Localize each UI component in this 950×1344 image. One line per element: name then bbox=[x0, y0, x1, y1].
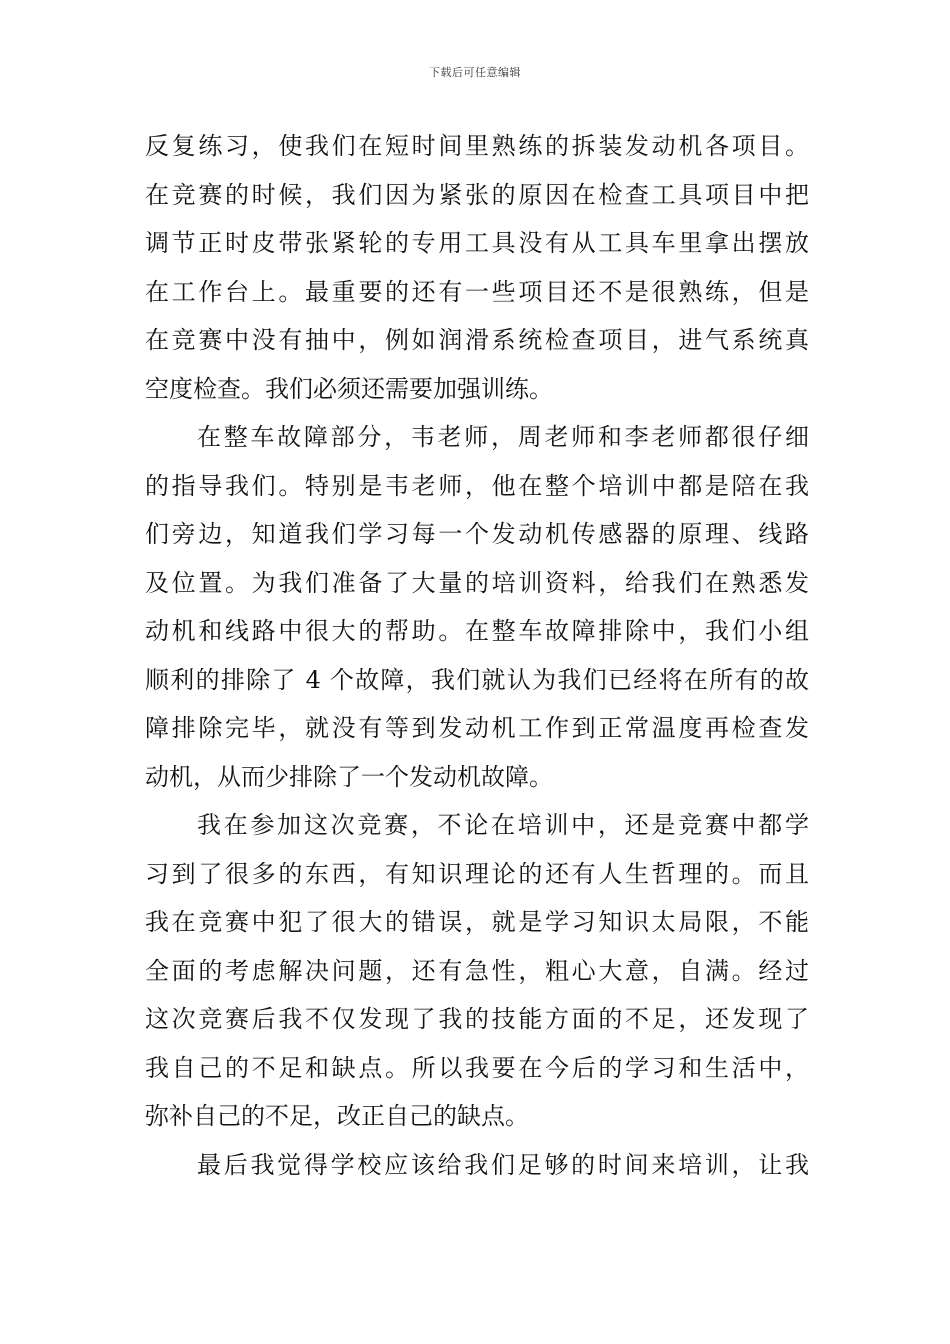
text-line: 我在竞赛中犯了很大的错误，就是学习知识太局限，不能 bbox=[145, 908, 809, 936]
text-line: 在竞赛的时候，我们因为紧张的原因在检查工具项目中把 bbox=[145, 180, 809, 209]
paragraph-1 bbox=[145, 122, 809, 413]
text-line: 及位置。为我们准备了大量的培训资料，给我们在熟悉发 bbox=[145, 568, 809, 597]
text-line: 我自己的不足和缺点。所以我要在今后的学习和生活中， bbox=[145, 1053, 809, 1082]
text-line: 调节正时皮带张紧轮的专用工具没有从工具车里拿出摆放 bbox=[145, 229, 809, 257]
text-line: 习到了很多的东西，有知识理论的还有人生哲理的。而且 bbox=[145, 859, 809, 888]
document-body bbox=[145, 122, 809, 1189]
page-header: 下载后可任意编辑 bbox=[429, 66, 521, 79]
text-line: 在工作台上。最重要的还有一些项目还不是很熟练，但是 bbox=[145, 277, 809, 306]
text-line: 动机和线路中很大的帮助。在整车故障排除中，我们小组 bbox=[145, 617, 809, 645]
text-line: 的指导我们。特别是韦老师，他在整个培训中都是陪在我 bbox=[145, 471, 809, 500]
text-line: 反复练习，使我们在短时间里熟练的拆装发动机各项目。 bbox=[145, 132, 809, 160]
text-line: 在竞赛中没有抽中，例如润滑系统检查项目，进气系统真 bbox=[145, 326, 809, 354]
text-line: 最后我觉得学校应该给我们足够的时间来培训，让我 bbox=[197, 1150, 809, 1179]
text-line: 在整车故障部分，韦老师，周老师和李老师都很仔细 bbox=[197, 423, 809, 451]
paragraph-3 bbox=[145, 801, 809, 1141]
text-line: 们旁边，知道我们学习每一个发动机传感器的原理、线路 bbox=[145, 520, 809, 548]
text-line: 我在参加这次竞赛，不论在培训中，还是竞赛中都学 bbox=[197, 811, 809, 839]
paragraph-4 bbox=[145, 1141, 809, 1190]
paragraph-2 bbox=[145, 413, 809, 801]
text-line: 顺利的排除了 4 个故障，我们就认为我们已经将在所有的故 bbox=[145, 665, 809, 694]
text-line: 动机，从而少排除了一个发动机故障。 bbox=[145, 762, 553, 791]
text-line: 全面的考虑解决问题，还有急性，粗心大意，自满。经过 bbox=[145, 956, 809, 985]
text-line: 这次竞赛后我不仅发现了我的技能方面的不足，还发现了 bbox=[145, 1005, 809, 1033]
text-line: 弥补自己的不足，改正自己的缺点。 bbox=[145, 1102, 529, 1130]
text-line: 空度检查。我们必须还需要加强训练。 bbox=[145, 374, 553, 403]
text-line: 障排除完毕，就没有等到发动机工作到正常温度再检查发 bbox=[145, 714, 809, 742]
